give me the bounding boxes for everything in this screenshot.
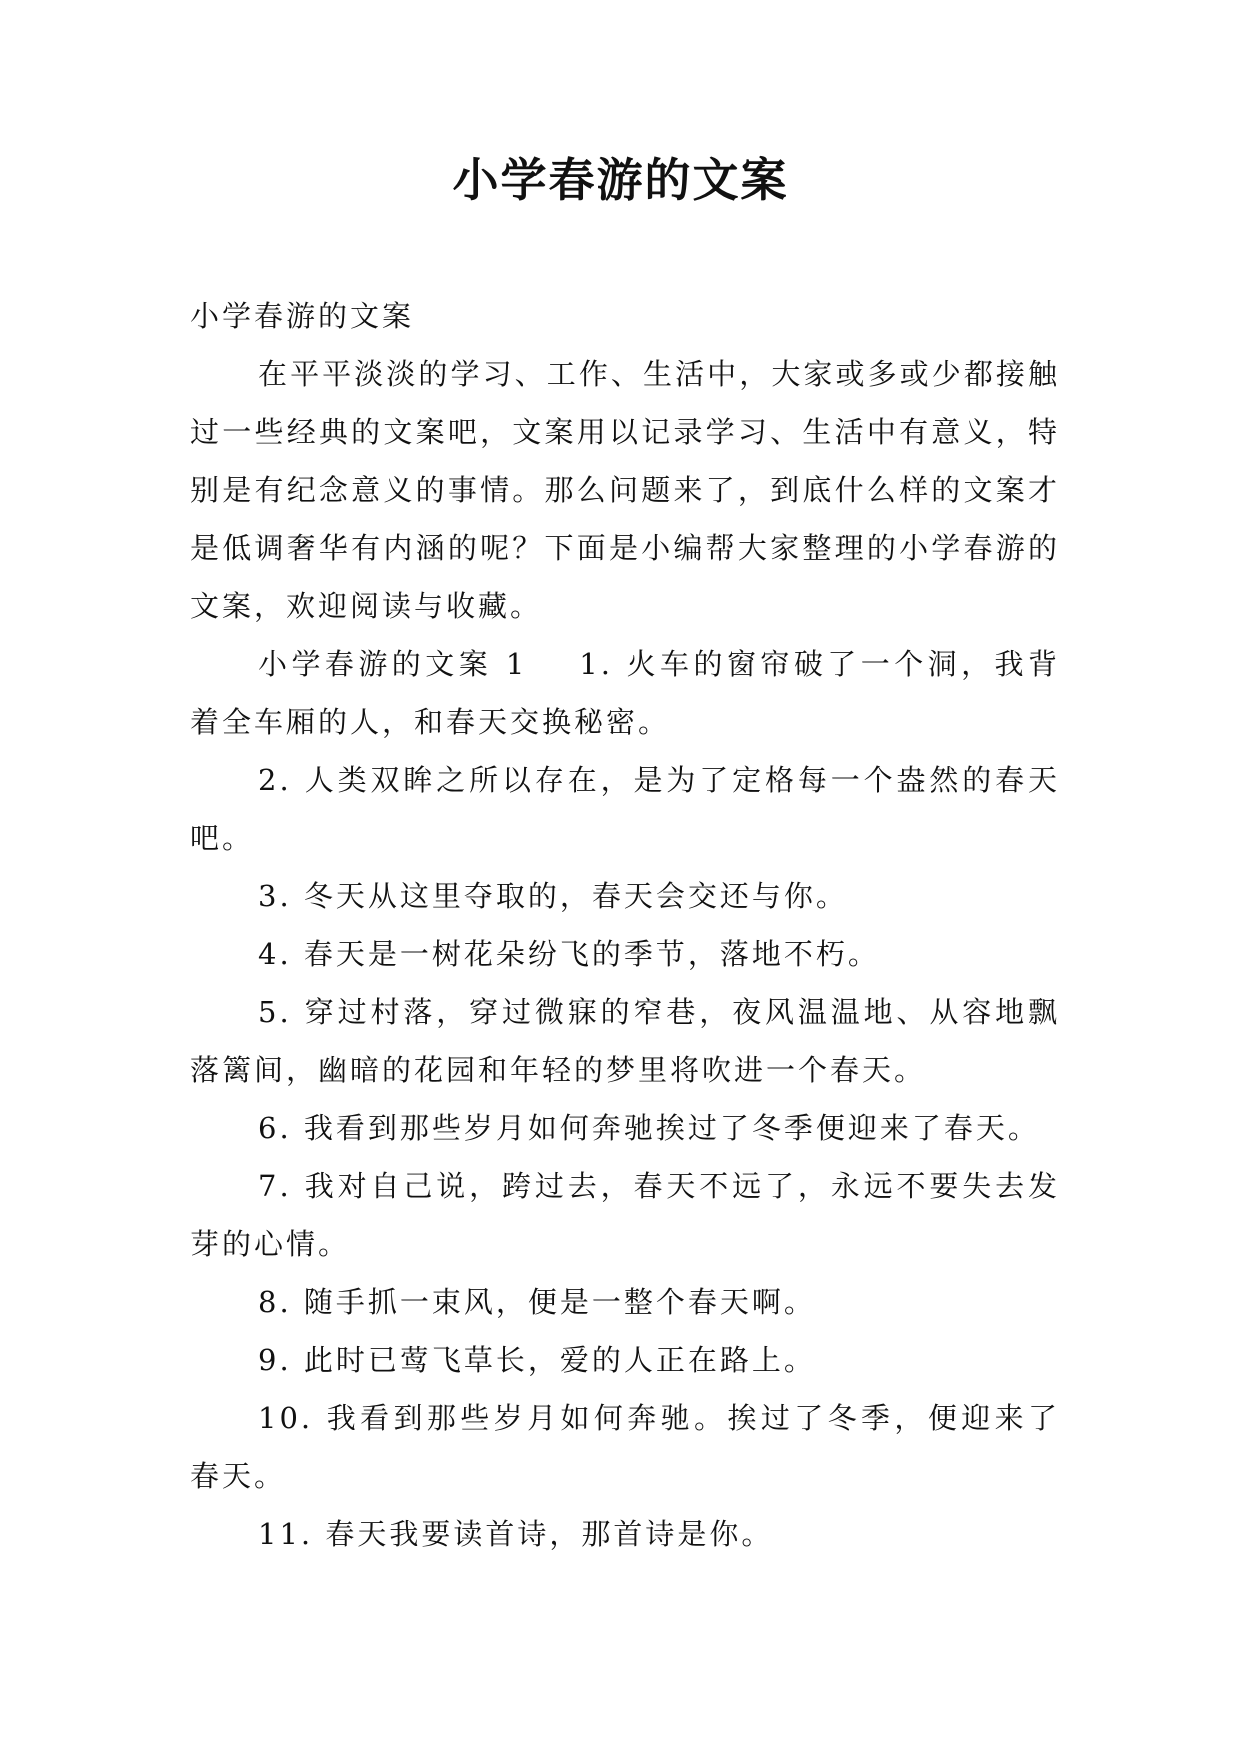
list-item-3: 3. 冬天从这里夺取的，春天会交还与你。 — [258, 879, 848, 913]
subtitle-line: 小学春游的文案 — [190, 299, 415, 333]
list-item-4: 4. 春天是一树花朵纷飞的季节，落地不朽。 — [258, 937, 880, 971]
list-item-2: 2. 人类双眸之所以存在，是为了定格每一个盎然的春天吧。 — [190, 763, 1060, 855]
list-item-9: 9. 此时已莺飞草长，爱的人正在路上。 — [258, 1343, 816, 1377]
list-item-11: 11. 春天我要读首诗，那首诗是你。 — [258, 1517, 774, 1551]
list-item-10: 10. 我看到那些岁月如何奔驰。挨过了冬季，便迎来了春天。 — [190, 1401, 1060, 1493]
document-title: 小学春游的文案 — [452, 153, 789, 207]
section-paragraph — [190, 635, 1060, 751]
list-item-8: 8. 随手抓一束风，便是一整个春天啊。 — [258, 1285, 816, 1319]
section-heading: 小学春游的文案 1 — [258, 647, 528, 681]
list-item-5: 5. 穿过村落，穿过微寐的窄巷，夜风温温地、从容地飘落篱间，幽暗的花园和年轻的梦里将吹进一个春天。 — [190, 995, 1060, 1087]
list-item-6: 6. 我看到那些岁月如何奔驰挨过了冬季便迎来了春天。 — [258, 1111, 1040, 1145]
list-item-1: 1. 火车的窗帘破了一个洞，我背着全车厢的人，和春天交换秘密。 — [190, 647, 1060, 739]
document-body — [190, 287, 1060, 1563]
intro-paragraph: 在平平淡淡的学习、工作、生活中，大家或多或少都接触过一些经典的文案吧，文案用以记录学习、生活中有意义，特别是有纪念意义的事情。那么问题来了，到底什么样的文案才是低调奢华有内涵的呢？下面是小编帮大家整理的小学春游的文案，欢迎阅读与收藏。 — [190, 357, 1060, 623]
list-item-7: 7. 我对自己说，跨过去，春天不远了，永远不要失去发芽的心情。 — [190, 1169, 1060, 1261]
